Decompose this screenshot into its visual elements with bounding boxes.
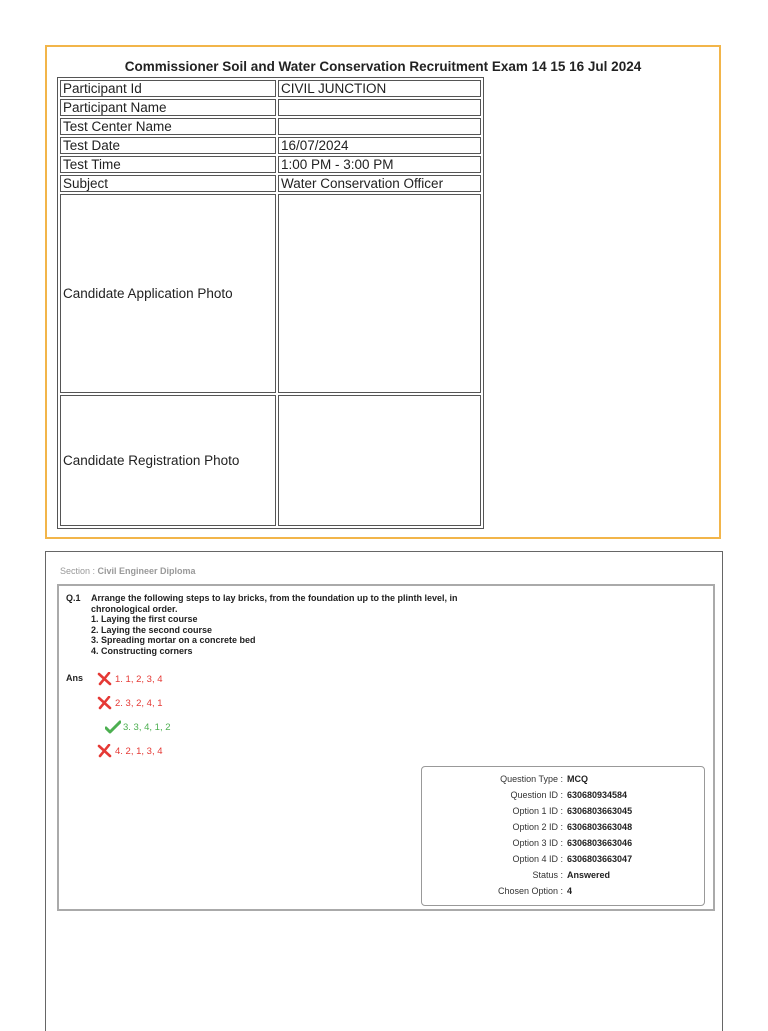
meta-value: 6306803663045: [567, 806, 633, 816]
meta-value: 6306803663046: [567, 838, 633, 848]
meta-label: Status :: [532, 870, 563, 880]
table-row: [60, 99, 481, 116]
test-date-label: Test Date: [60, 137, 276, 154]
option-2: [97, 696, 163, 710]
test-date-value: 16/07/2024: [278, 137, 481, 154]
meta-value: 6306803663048: [567, 822, 633, 832]
participant-table: [57, 77, 484, 529]
meta-value: 630680934584: [567, 790, 628, 800]
question-line: chronological order.: [91, 603, 178, 614]
meta-value: 6306803663047: [567, 854, 633, 864]
meta-value: MCQ: [567, 774, 588, 784]
option-text: 1. 1, 2, 3, 4: [115, 673, 163, 685]
question-line: 3. Spreading mortar on a concrete bed: [91, 635, 256, 645]
table-row: [60, 118, 481, 135]
table-row: [60, 395, 481, 526]
option-3: [105, 720, 171, 734]
participant-id-label: Participant Id: [60, 80, 276, 97]
participant-name-label: Participant Name: [60, 99, 276, 116]
test-time-label: Test Time: [60, 156, 276, 173]
exam-title: Commissioner Soil and Water Conservation Recruitment Exam 14 15 16 Jul 2024: [124, 59, 642, 74]
question-meta-panel: [421, 766, 705, 906]
cross-icon: [97, 672, 113, 686]
question-line: 2. Laying the second course: [91, 624, 213, 635]
question-text: [91, 593, 531, 656]
check-icon: [105, 720, 121, 734]
test-time-value: 1:00 PM - 3:00 PM: [278, 156, 481, 173]
meta-label: Option 1 ID :: [512, 806, 563, 816]
cross-icon: [97, 696, 113, 710]
application-photo-label: Candidate Application Photo: [60, 194, 276, 393]
participant-card: [45, 45, 721, 539]
option-4: [97, 744, 163, 758]
ans-label: Ans: [66, 673, 84, 683]
meta-value: 4: [567, 886, 573, 896]
registration-photo-label: Candidate Registration Photo: [60, 395, 276, 526]
question-box: [57, 584, 715, 911]
table-row: [60, 194, 481, 393]
option-text: 4. 2, 1, 3, 4: [115, 745, 163, 757]
section-heading: [60, 566, 196, 576]
meta-label: Chosen Option :: [497, 886, 563, 896]
meta-label: Question ID :: [510, 790, 563, 800]
section-prefix: Section :: [60, 566, 98, 576]
question-line: Arrange the following steps to lay bricks, from the foundation up to the plinth level, in: [91, 593, 458, 603]
meta-value: Answered: [567, 870, 611, 880]
registration-photo-slot: [278, 395, 481, 526]
meta-label: Option 2 ID :: [512, 822, 563, 832]
question-line: 1. Laying the first course: [91, 614, 198, 624]
test-center-label: Test Center Name: [60, 118, 276, 135]
table-row: [60, 80, 481, 97]
option-text: 2. 3, 2, 4, 1: [115, 697, 163, 709]
option-1: [97, 672, 163, 686]
table-row: [60, 137, 481, 154]
question-card: [45, 551, 723, 1031]
meta-label: Option 3 ID :: [512, 838, 563, 848]
section-name: Civil Engineer Diploma: [97, 566, 196, 576]
participant-id-value: CIVIL JUNCTION: [278, 80, 481, 97]
meta-label: Option 4 ID :: [512, 854, 563, 864]
cross-icon: [97, 744, 113, 758]
question-number: Q.1: [66, 593, 81, 603]
option-text: 3. 3, 4, 1, 2: [123, 721, 171, 733]
subject-value: Water Conservation Officer: [278, 175, 481, 192]
table-row: [60, 175, 481, 192]
table-row: [60, 156, 481, 173]
test-center-value: [278, 118, 481, 135]
meta-label: Question Type :: [500, 774, 563, 784]
participant-name-value: [278, 99, 481, 116]
application-photo-slot: [278, 194, 481, 393]
question-line: 4. Constructing corners: [91, 645, 193, 656]
subject-label: Subject: [60, 175, 276, 192]
